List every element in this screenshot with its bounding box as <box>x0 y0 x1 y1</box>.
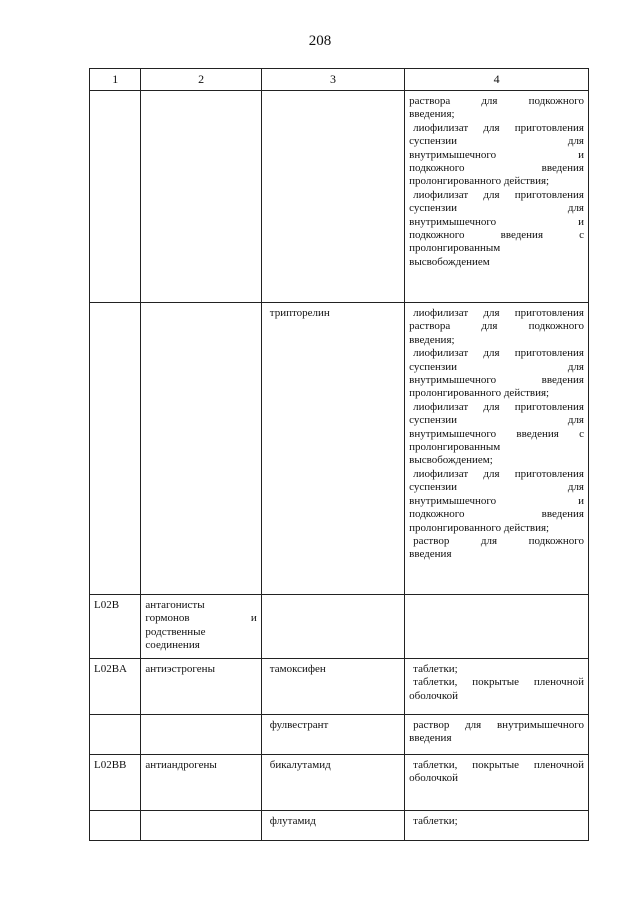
drug-name-cell <box>261 91 404 303</box>
atc-code: L02B <box>94 599 120 611</box>
group-name-cell <box>141 659 261 715</box>
dosage-form-line: пролонгированного действия; <box>409 175 550 188</box>
table-row <box>90 811 589 841</box>
dosage-form-line: лиофилизат для приготовления <box>413 307 584 319</box>
column-header-3: 3 <box>261 69 404 91</box>
page-number: 208 <box>308 33 332 49</box>
dosage-form-line: лиофилизат для приготовления <box>413 188 584 201</box>
dosage-form-line: подкожного введения с <box>409 229 584 242</box>
drug-name-cell <box>261 755 404 811</box>
drug-name: флутамид <box>269 815 316 827</box>
dosage-form-line: высвобождением <box>409 255 490 268</box>
dosage-form-line: суспензии для <box>409 135 584 148</box>
atc-code: L02BA <box>94 663 127 675</box>
dosage-form-line: лиофилизат для приготовления <box>413 347 584 360</box>
group-name-line: антагонисты <box>145 599 205 611</box>
dosage-forms-cell <box>405 811 589 841</box>
dosage-form-line: раствор для внутримышечного <box>413 719 584 731</box>
dosage-form-line: лиофилизат для приготовления <box>413 400 584 413</box>
dosage-form-line: лиофилизат для приготовления <box>413 121 584 134</box>
dosage-form-line: подкожного введения <box>409 162 584 175</box>
group-name-cell <box>141 811 261 841</box>
dosage-form-line: раствор для подкожного <box>413 534 584 547</box>
dosage-form-line: суспензии для <box>409 414 584 427</box>
dosage-forms-cell <box>405 303 589 595</box>
group-name-cell <box>141 755 261 811</box>
drug-name-cell <box>261 595 404 659</box>
group-name-cell <box>141 91 261 303</box>
dosage-form-line: суспензии для <box>409 481 584 494</box>
column-header-2: 2 <box>141 69 261 91</box>
drug-name: бикалутамид <box>269 759 331 771</box>
atc-code-cell <box>90 91 141 303</box>
medicines-table <box>89 68 589 841</box>
atc-code-cell <box>90 715 141 755</box>
dosage-form-line: подкожного введения <box>409 508 584 521</box>
dosage-form-line: внутримышечного и <box>409 148 584 161</box>
atc-code-cell <box>90 595 141 659</box>
dosage-forms-cell <box>405 659 589 715</box>
dosage-form-line: раствора для подкожного <box>409 95 584 107</box>
dosage-form-line: введения; <box>409 108 455 121</box>
dosage-form-line: пролонгированным <box>409 242 501 255</box>
dosage-form-line: пролонгированного действия; <box>409 521 550 534</box>
group-name-line: родственные <box>145 625 206 638</box>
atc-code-cell <box>90 755 141 811</box>
dosage-form-line: суспензии для <box>409 202 584 215</box>
dosage-forms-cell <box>405 755 589 811</box>
dosage-form-line: введения; <box>409 333 455 346</box>
dosage-form-line: таблетки; <box>413 815 458 827</box>
dosage-form-line: раствора для подкожного <box>409 320 584 333</box>
group-name-line: гормонов и <box>145 612 257 625</box>
dosage-form-line: таблетки, покрытые пленочной <box>413 676 584 689</box>
atc-code-cell <box>90 811 141 841</box>
dosage-form-line: внутримышечного введения с <box>409 427 584 440</box>
drug-name: трипторелин <box>269 307 330 319</box>
column-header-1: 1 <box>90 69 141 91</box>
dosage-forms-cell <box>405 715 589 755</box>
table-body <box>90 69 589 841</box>
dosage-form-line: оболочкой <box>409 772 458 785</box>
group-name-cell <box>141 595 261 659</box>
atc-code-cell <box>90 659 141 715</box>
table-row <box>90 303 589 595</box>
dosage-forms-cell <box>405 595 589 659</box>
table-row <box>90 595 589 659</box>
drug-name-cell <box>261 659 404 715</box>
group-name-line: антиандрогены <box>145 759 217 771</box>
table-row <box>90 659 589 715</box>
dosage-form-line: введения <box>409 732 452 745</box>
dosage-form-line: оболочкой <box>409 689 458 702</box>
table-row <box>90 755 589 811</box>
table-header-row <box>90 69 589 91</box>
group-name-line: антиэстрогены <box>145 663 215 675</box>
dosage-form-line: внутримышечного и <box>409 215 584 228</box>
dosage-form-line: высвобождением; <box>409 454 493 467</box>
dosage-form-line: таблетки, покрытые пленочной <box>413 759 584 771</box>
drug-name-cell <box>261 303 404 595</box>
drug-name-cell <box>261 715 404 755</box>
drug-name: фулвестрант <box>269 719 329 731</box>
dosage-forms-cell <box>405 91 589 303</box>
dosage-form-line: лиофилизат для приготовления <box>413 467 584 480</box>
dosage-form-line: пролонгированным <box>409 441 501 454</box>
drug-name: тамоксифен <box>269 663 326 675</box>
dosage-form-line: введения <box>409 548 452 561</box>
dosage-form-line: суспензии для <box>409 360 584 373</box>
dosage-form-line: пролонгированного действия; <box>409 387 550 400</box>
atc-code: L02BB <box>94 759 127 771</box>
dosage-form-line: таблетки; <box>413 663 458 675</box>
drug-name-cell <box>261 811 404 841</box>
dosage-form-line: внутримышечного и <box>409 494 584 507</box>
group-name-cell <box>141 715 261 755</box>
group-name-line: соединения <box>145 639 200 652</box>
column-header-4: 4 <box>405 69 589 91</box>
table-row <box>90 715 589 755</box>
dosage-form-line: внутримышечного введения <box>409 374 584 387</box>
atc-code-cell <box>90 303 141 595</box>
table-row <box>90 91 589 303</box>
group-name-cell <box>141 303 261 595</box>
